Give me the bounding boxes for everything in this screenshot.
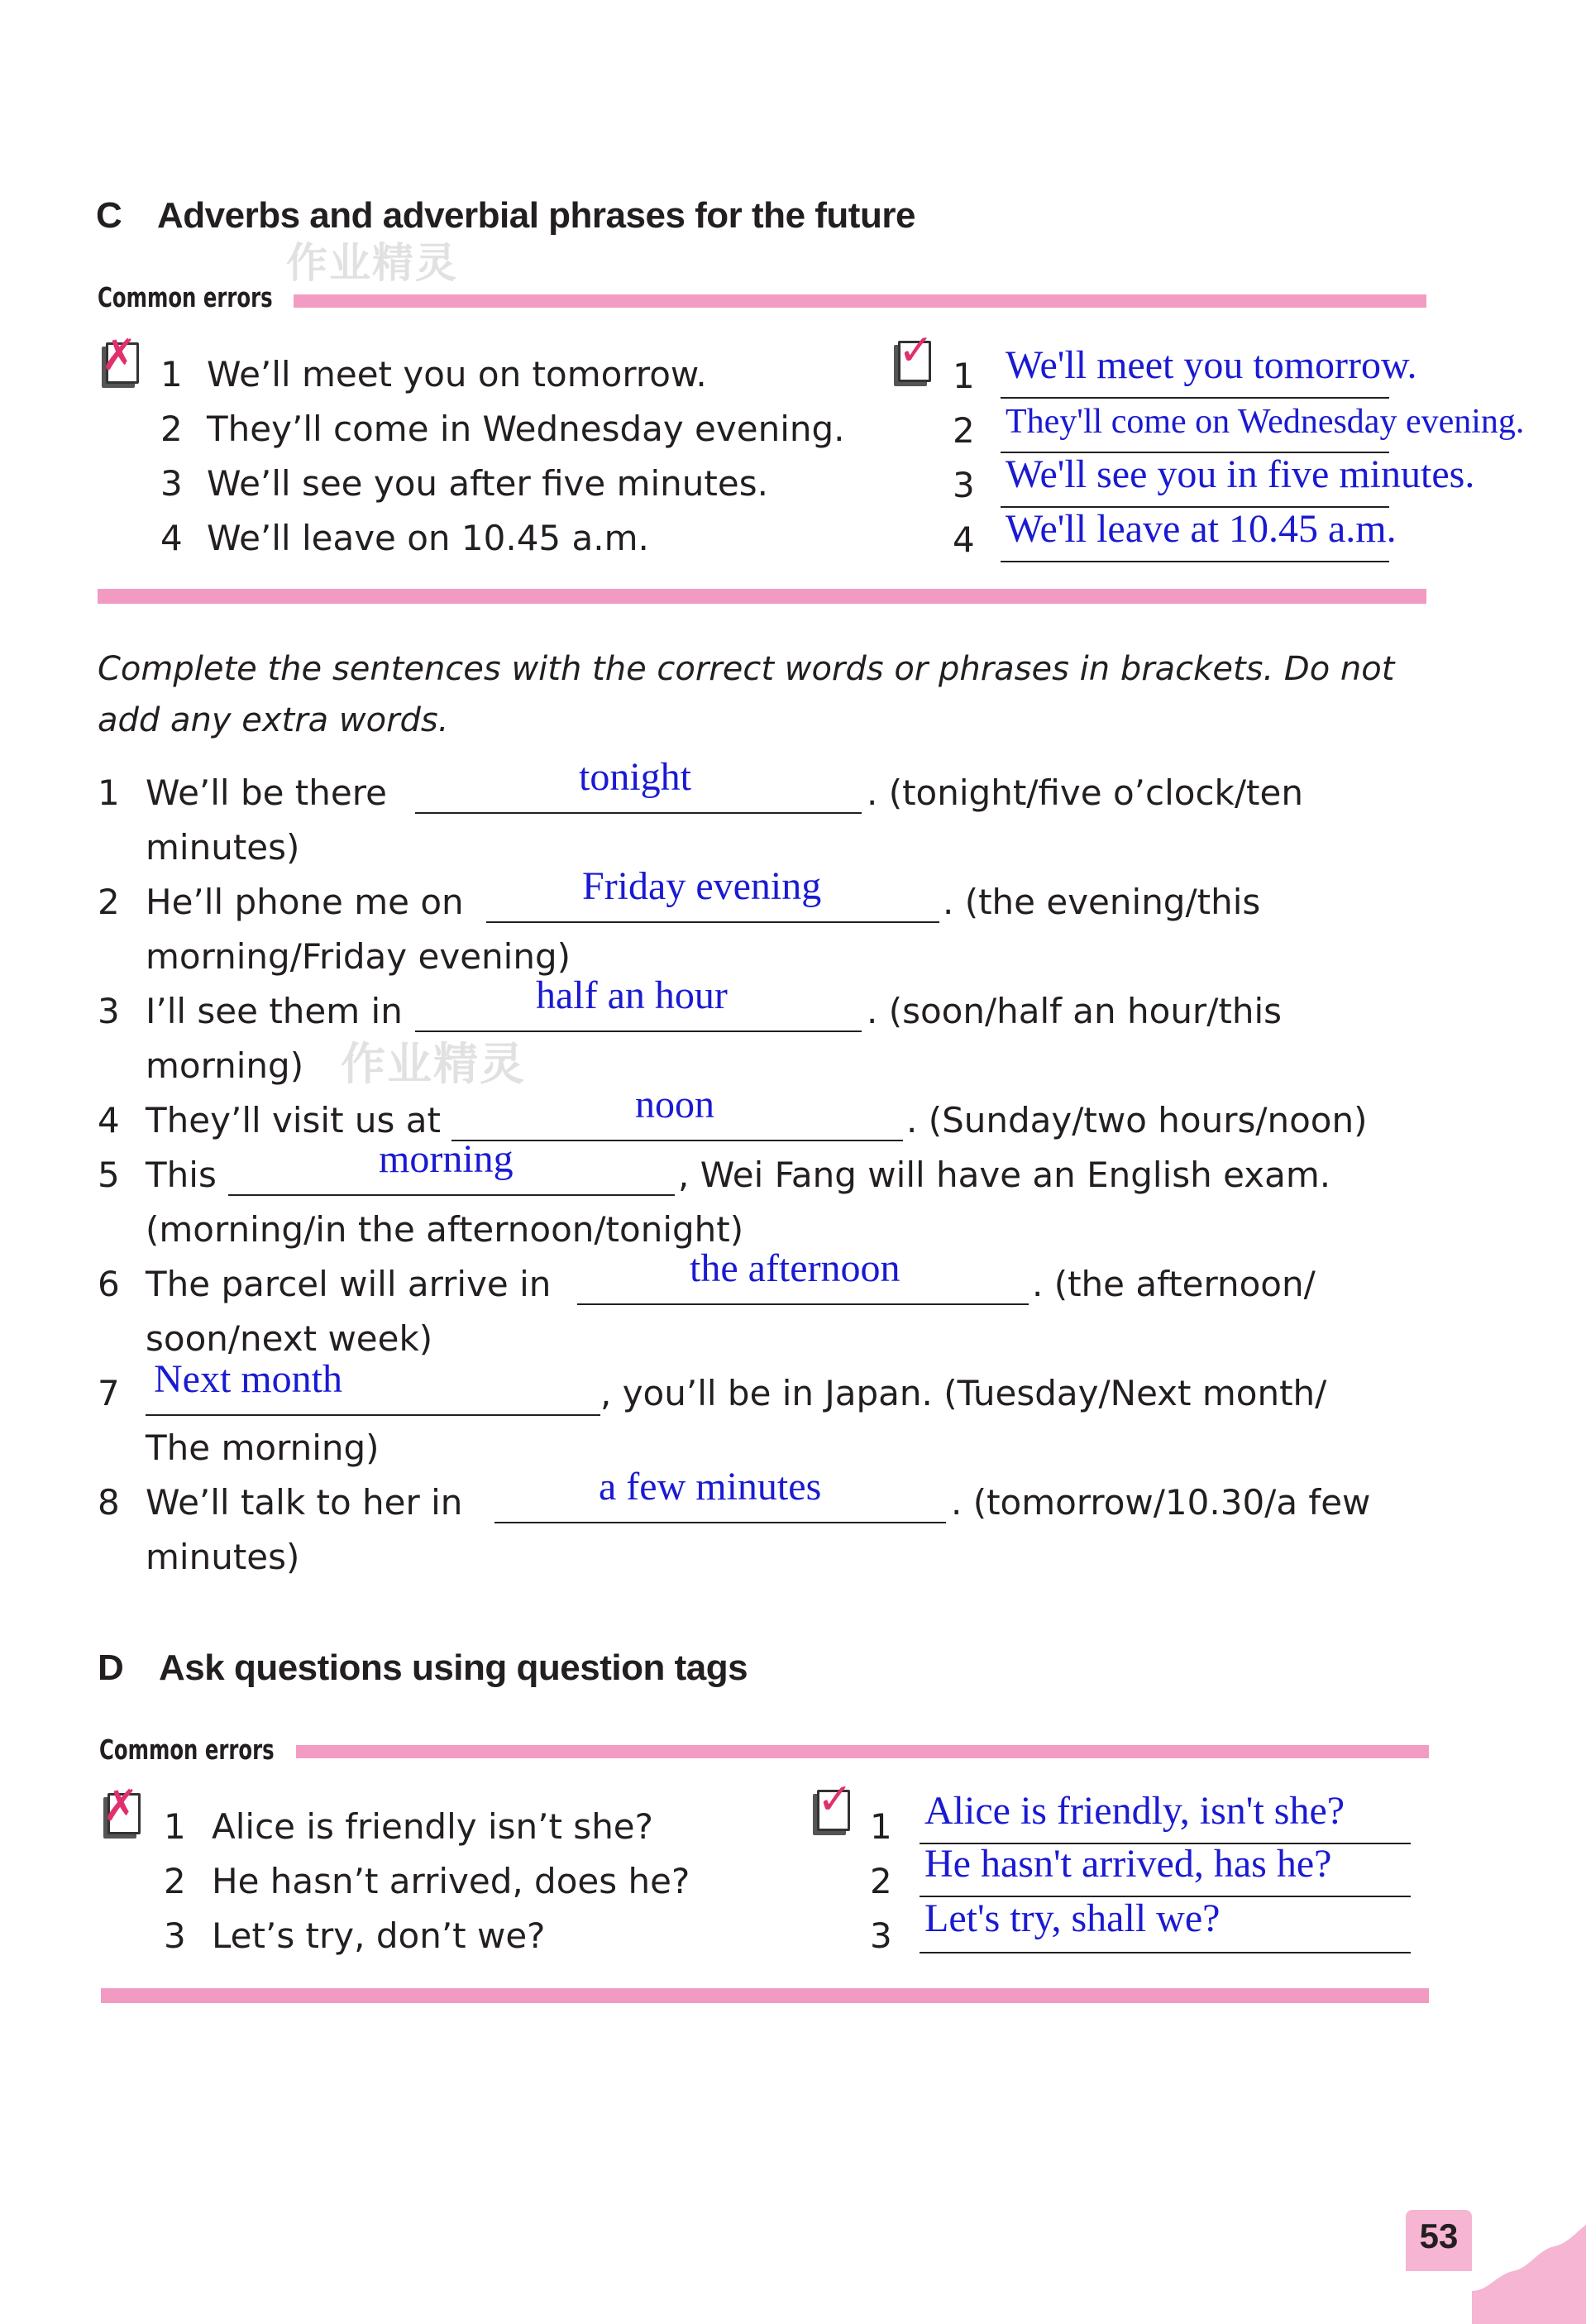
section-d-top-bar	[296, 1745, 1429, 1758]
blank-line	[486, 921, 939, 923]
item-text: (morning/in the afternoon/tonight)	[146, 1209, 744, 1250]
cross-icon: ✗	[101, 331, 137, 380]
item-text: . (soon/half an hour/this	[867, 991, 1282, 1031]
item-text: I’ll see them in	[146, 991, 403, 1031]
blank-line	[494, 1522, 946, 1523]
item-text: They’ll visit us at	[146, 1100, 441, 1140]
section-c-heading	[96, 195, 915, 237]
wrong-number: 1	[160, 354, 183, 395]
blank-line	[577, 1303, 1029, 1305]
correct-number: 1	[870, 1806, 892, 1847]
item-answer: morning	[379, 1137, 514, 1181]
section-d-bottom-bar	[101, 1988, 1429, 2003]
item-text: The parcel will arrive in	[146, 1264, 552, 1304]
instruction-line: add any extra words.	[98, 701, 449, 739]
item-text: . (the afternoon/	[1032, 1264, 1316, 1304]
item-number: 5	[98, 1155, 120, 1195]
instruction-line: Complete the sentences with the correct words or phrases in brackets. Do not	[98, 650, 1395, 688]
item-number: 7	[98, 1373, 120, 1413]
item-text: The morning)	[146, 1427, 380, 1468]
correct-sentence: We'll meet you tomorrow.	[1006, 343, 1417, 387]
item-number: 8	[98, 1482, 120, 1523]
item-answer: half an hour	[536, 973, 728, 1017]
item-number: 3	[98, 991, 120, 1031]
wrong-sentence: We’ll meet you on tomorrow.	[207, 354, 707, 395]
correct-sentence: Alice is friendly, isn't she?	[924, 1789, 1345, 1833]
item-text: We’ll be there	[146, 772, 387, 813]
item-text: , Wei Fang will have an English exam.	[678, 1155, 1331, 1195]
correct-number: 2	[953, 410, 975, 451]
watermark: 作业精灵	[341, 1038, 526, 1090]
correct-sentence: Let's try, shall we?	[924, 1896, 1221, 1940]
wrong-sentence: Let’s try, don’t we?	[212, 1915, 546, 1956]
wrong-number: 4	[160, 518, 183, 558]
wrong-number: 3	[164, 1915, 186, 1956]
item-number: 6	[98, 1264, 120, 1304]
section-c-common-errors-label: Common errors	[98, 281, 273, 313]
check-icon: ✓	[817, 1775, 853, 1824]
page-number: 53	[1419, 2216, 1459, 2255]
correct-number: 2	[870, 1861, 892, 1901]
item-number: 4	[98, 1100, 120, 1140]
correct-number: 3	[953, 465, 975, 505]
item-answer: noon	[635, 1083, 714, 1126]
item-text: morning/Friday evening)	[146, 936, 571, 977]
section-d-title: Ask questions using question tags	[159, 1647, 748, 1688]
blank-line	[228, 1194, 675, 1196]
item-answer: a few minutes	[599, 1465, 822, 1509]
wrong-number: 1	[164, 1806, 186, 1847]
wrong-sentence: We’ll see you after five minutes.	[207, 463, 768, 504]
watermark: 作业精灵	[286, 239, 458, 287]
section-d-letter: D	[98, 1647, 124, 1688]
item-text: . (the evening/this	[943, 882, 1261, 922]
item-text: minutes)	[146, 1537, 300, 1577]
correct-number: 4	[953, 519, 975, 560]
item-text: . (tonight/five o’clock/ten	[867, 772, 1303, 813]
item-number: 2	[98, 882, 120, 922]
item-text: This	[146, 1155, 217, 1195]
section-c-top-bar	[294, 294, 1426, 308]
answer-line	[1001, 397, 1389, 399]
item-text: , you’ll be in Japan. (Tuesday/Next month/	[600, 1373, 1327, 1413]
item-text: . (tomorrow/10.30/a few	[951, 1482, 1371, 1523]
item-text: minutes)	[146, 827, 300, 868]
answer-line	[1001, 561, 1389, 562]
item-text: soon/next week)	[146, 1318, 433, 1359]
wrong-sentence: Alice is friendly isn’t she?	[212, 1806, 653, 1847]
correct-number: 1	[953, 356, 975, 396]
section-c-bottom-bar	[98, 589, 1426, 604]
item-answer: the afternoon	[690, 1246, 900, 1290]
instruction	[98, 643, 1394, 746]
section-c-title: Adverbs and adverbial phrases for the future	[157, 195, 915, 236]
blank-line	[415, 812, 862, 814]
cross-icon: ✗	[103, 1781, 139, 1831]
item-answer: Friday evening	[582, 864, 822, 908]
section-c-letter: C	[96, 195, 122, 236]
item-text: morning)	[146, 1045, 304, 1086]
item-number: 1	[98, 772, 120, 813]
item-answer: Next month	[154, 1357, 342, 1401]
correct-sentence: He hasn't arrived, has he?	[924, 1842, 1332, 1886]
wrong-sentence: They’ll come in Wednesday evening.	[207, 409, 845, 449]
item-text: He’ll phone me on	[146, 882, 464, 922]
section-d-heading	[98, 1647, 748, 1689]
item-text: We’ll talk to her in	[146, 1482, 463, 1523]
correct-sentence: We'll see you in five minutes.	[1006, 452, 1475, 496]
answer-line	[920, 1952, 1411, 1953]
item-answer: tonight	[579, 755, 692, 799]
blank-line	[451, 1140, 903, 1141]
correct-sentence: They'll come on Wednesday evening.	[1006, 403, 1525, 441]
wrong-number: 3	[160, 463, 183, 504]
wrong-sentence: He hasn’t arrived, does he?	[212, 1861, 690, 1901]
item-text: . (Sunday/two hours/noon)	[906, 1100, 1368, 1140]
correct-sentence: We'll leave at 10.45 a.m.	[1006, 507, 1397, 551]
wrong-number: 2	[164, 1861, 186, 1901]
wrong-sentence: We’ll leave on 10.45 a.m.	[207, 518, 649, 558]
wrong-number: 2	[160, 409, 183, 449]
blank-line	[146, 1414, 600, 1416]
page-corner-decoration	[1472, 2200, 1586, 2324]
correct-number: 3	[870, 1915, 892, 1956]
check-icon: ✓	[898, 326, 934, 375]
section-d-common-errors-label: Common errors	[99, 1733, 275, 1766]
